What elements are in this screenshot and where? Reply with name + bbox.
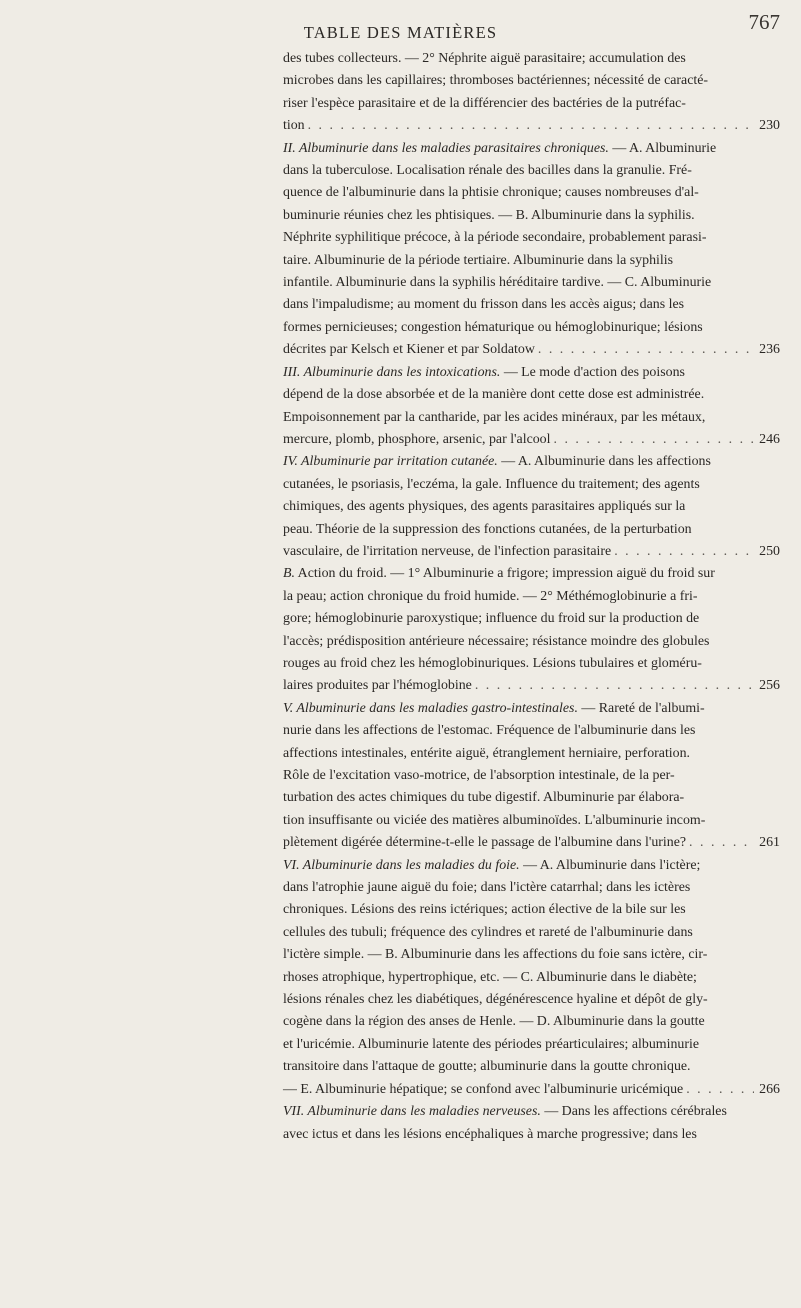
toc-entry <box>283 48 780 138</box>
toc-line: transitoire dans l'attaque de goutte; albuminurie dans la goutte chronique. <box>283 1059 691 1075</box>
toc-line: infantile. Albuminurie dans la syphilis héréditaire tardive. — C. Albuminurie <box>283 275 712 291</box>
toc-page-ref: 236 <box>759 342 780 358</box>
toc-page-ref: 250 <box>759 543 780 559</box>
toc-line <box>283 855 780 877</box>
toc-line-text: — A. Albuminurie dans l'ictère; <box>519 857 701 873</box>
section-heading: II. Albuminurie dans les maladies parasitaires chroniques. <box>283 140 609 156</box>
toc-line: Empoisonnement par la cantharide, par les acides minéraux, par les métaux, <box>283 409 706 425</box>
toc-line: avec ictus et dans les lésions encéphaliques à marche progressive; dans les <box>283 1126 697 1142</box>
toc-final-line <box>283 675 780 697</box>
dot-leader <box>686 832 754 854</box>
section-heading: VII. Albuminurie dans les maladies nerveuses. <box>283 1104 541 1120</box>
toc-line: l'ictère simple. — B. Albuminurie dans les affections du foie sans ictère, cir- <box>283 947 708 963</box>
toc-line: Rôle de l'excitation vaso-motrice, de l'absorption intestinale, de la per- <box>283 768 675 783</box>
toc-entry <box>283 563 780 697</box>
toc-line <box>283 698 780 720</box>
toc-line: riser l'espèce parasitaire et de la différencier des bactéries de la putréfac- <box>283 95 686 111</box>
toc-line: turbation des actes chimiques du tube digestif. Albuminurie par élabora- <box>283 790 685 806</box>
toc-line: chroniques. Lésions des reins ictériques; action élective de la bile sur les <box>283 902 686 918</box>
toc-line: formes pernicieuses; congestion hématurique ou hémoglobinurique; lésions <box>283 319 703 335</box>
toc-line: affections intestinales, entérite aiguë, étranglement herniaire, perforation. <box>283 745 691 761</box>
toc-entry <box>283 451 780 563</box>
toc-line: cellules des tubuli; fréquence des cylindres et rareté de l'albuminurie dans <box>283 924 693 940</box>
dot-leader <box>305 115 754 137</box>
toc-line: lésions rénales chez les diabétiques, dégénérescence hyaline et dépôt de gly- <box>283 992 708 1008</box>
running-title: TABLE DES MATIÈRES <box>303 23 498 42</box>
toc-line: et l'uricémie. Albuminurie latente des périodes préarticulaires; albuminurie <box>283 1036 699 1052</box>
toc-page-ref: 266 <box>759 1081 780 1097</box>
toc-line: microbes dans les capillaires; thromboses bactériennes; nécessité de caracté- <box>283 73 709 89</box>
toc-line: tion <box>283 118 305 134</box>
toc-line: décrites par Kelsch et Kiener et par Soldatow <box>283 342 535 358</box>
table-of-contents <box>283 48 780 1146</box>
toc-final-line <box>283 832 780 854</box>
toc-line <box>283 362 780 384</box>
toc-final-line <box>283 541 780 563</box>
toc-line: la peau; action chronique du froid humide. — 2° Méthémoglobinurie a fri- <box>283 588 698 604</box>
toc-final-line <box>283 429 780 451</box>
toc-entry <box>283 1101 780 1146</box>
toc-line: mercure, plomb, phosphore, arsenic, par l'alcool <box>283 431 551 447</box>
toc-line: cogène dans la région des anses de Henle. — D. Albuminurie dans la goutte <box>283 1014 705 1030</box>
toc-final-line <box>283 339 780 361</box>
dot-leader <box>551 429 755 451</box>
toc-line: dans la tuberculose. Localisation rénale des bacilles dans la granulie. Fré- <box>283 163 692 179</box>
toc-final-line <box>283 1079 780 1101</box>
page-number: 767 <box>748 10 780 34</box>
toc-line: — E. Albuminurie hépatique; se confond avec l'albuminurie uricémique <box>283 1081 684 1097</box>
dot-leader <box>611 541 754 563</box>
section-heading: B. <box>283 566 295 582</box>
toc-line: chimiques, des agents physiques, des agents parasitaires appliqués sur la <box>283 499 686 515</box>
toc-line-text: Action du froid. — 1° Albuminurie a frigore; impression aiguë du froid sur <box>294 566 715 582</box>
toc-line: taire. Albuminurie de la période tertiaire. Albuminurie dans la syphilis <box>283 252 673 268</box>
toc-entry <box>283 362 780 452</box>
toc-page-ref: 230 <box>759 118 780 134</box>
toc-line <box>283 1101 780 1123</box>
toc-line-text: — Rareté de l'albumi- <box>577 700 705 716</box>
section-heading: V. Albuminurie dans les maladies gastro-intestinales. <box>283 700 578 716</box>
toc-entry <box>283 698 780 855</box>
toc-line: rouges au froid chez les hémoglobinuriques. Lésions tubulaires et gloméru- <box>283 655 702 671</box>
toc-line: quence de l'albuminurie dans la phtisie chronique; causes nombreuses d'al- <box>283 185 699 201</box>
dot-leader <box>472 675 754 697</box>
toc-line <box>283 563 780 585</box>
section-heading: III. Albuminurie dans les intoxications. <box>283 364 501 380</box>
toc-page-ref: 256 <box>759 678 780 694</box>
toc-entry <box>283 138 780 362</box>
toc-line: l'accès; prédisposition antérieure nécessaire; résistance moindre des globules <box>283 633 710 649</box>
running-head <box>0 10 801 40</box>
toc-entry <box>283 855 780 1101</box>
toc-line: laires produites par l'hémoglobine <box>283 678 472 694</box>
toc-line-text: — Le mode d'action des poisons <box>500 364 685 380</box>
dot-leader <box>535 339 754 361</box>
toc-line: peau. Théorie de la suppression des fonctions cutanées, de la perturbation <box>283 521 692 537</box>
toc-line: gore; hémoglobinurie paroxystique; influence du froid sur la production de <box>283 611 700 627</box>
toc-line: buminurie réunies chez les phtisiques. — B. Albuminurie dans la syphilis. <box>283 207 695 223</box>
toc-line: dans l'impaludisme; au moment du frisson dans les accès aigus; dans les <box>283 297 685 313</box>
toc-final-line <box>283 115 780 137</box>
toc-line: des tubes collecteurs. — 2° Néphrite aiguë parasitaire; accumulation des <box>283 51 686 66</box>
toc-line: tion insuffisante ou viciée des matières albuminoïdes. L'albuminurie incom- <box>283 812 706 828</box>
toc-line <box>283 451 780 473</box>
toc-line: dépend de la dose absorbée et de la manière dont cette dose est administrée. <box>283 387 705 403</box>
toc-line: vasculaire, de l'irritation nerveuse, de l'infection parasitaire <box>283 543 612 559</box>
toc-line-text: — Dans les affections cérébrales <box>540 1104 727 1120</box>
toc-line: nurie dans les affections de l'estomac. Fréquence de l'albuminurie dans les <box>283 723 696 739</box>
toc-line <box>283 138 780 160</box>
toc-line: Néphrite syphilitique précoce, à la période secondaire, probablement parasi- <box>283 230 707 246</box>
toc-line-text: — A. Albuminurie dans les affections <box>497 454 711 470</box>
toc-page-ref: 246 <box>759 431 780 447</box>
section-heading: IV. Albuminurie par irritation cutanée. <box>283 454 498 470</box>
toc-line: cutanées, le psoriasis, l'eczéma, la gale. Influence du traitement; des agents <box>283 476 700 492</box>
toc-page-ref: 261 <box>759 835 780 851</box>
toc-line: rhoses atrophique, hypertrophique, etc. — C. Albuminurie dans le diabète; <box>283 969 697 985</box>
section-heading: VI. Albuminurie dans les maladies du foie. <box>283 857 520 873</box>
toc-line-text: — A. Albuminurie <box>608 140 717 156</box>
toc-line: dans l'atrophie jaune aiguë du foie; dans l'ictère catarrhal; dans les ictères <box>283 880 691 896</box>
dot-leader <box>683 1079 754 1101</box>
toc-line: plètement digérée détermine-t-elle le passage de l'albumine dans l'urine? <box>283 835 687 851</box>
